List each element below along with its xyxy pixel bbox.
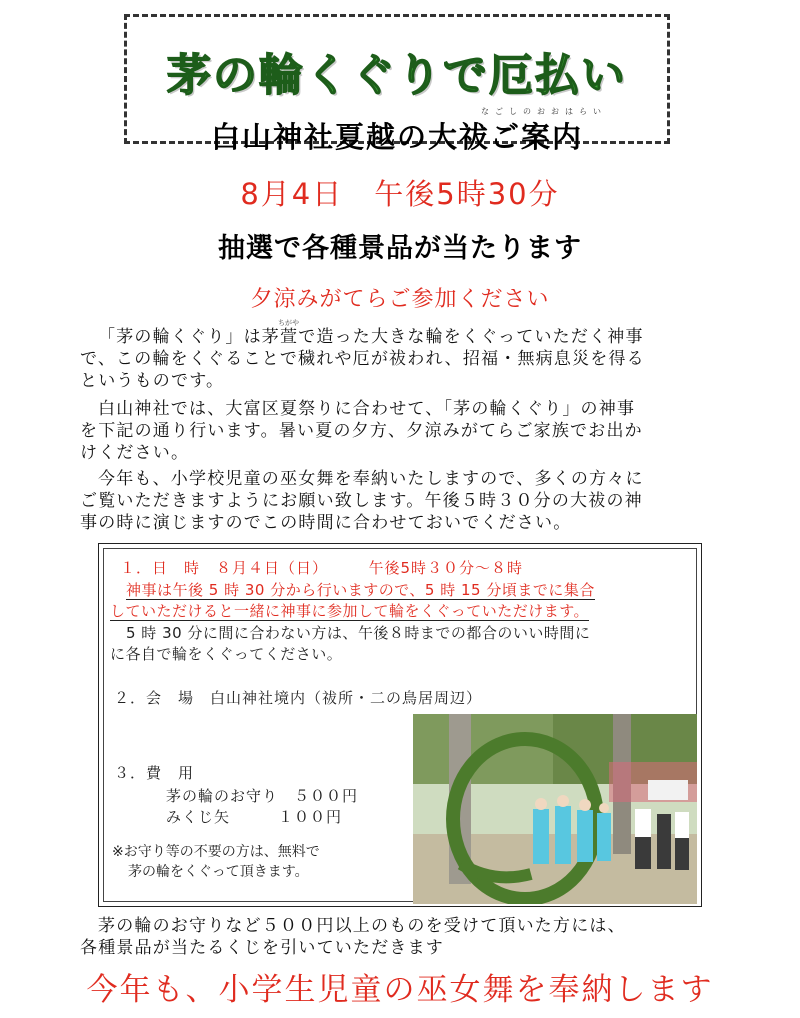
event-title: 茅の輪くぐりで厄払い: [167, 50, 627, 101]
datetime-late-line-2: に各自で輪をくぐってください。: [110, 645, 343, 663]
fee-row-omikuji: みくじ矢 １００円: [166, 808, 343, 826]
item-venue-heading: ２．会 場 白山神社境内（祓所・二の鳥居周辺）: [114, 689, 483, 707]
ruby-chigaya: ちがや: [278, 319, 299, 327]
event-details-box: [98, 543, 702, 907]
event-details-inner: [103, 548, 697, 902]
miko-dance-headline: 今年も、小学生児童の巫女舞を奉納します: [86, 972, 714, 1008]
datetime-late-line-1: 5 時 30 分に間に合わない方は、午後８時までの都合のいい時間に: [126, 624, 591, 642]
datetime-note-line-1: 神事は午後 5 時 30 分から行いますので、5 時 15 分頃までに集合: [126, 581, 595, 599]
intro-paragraph-2: 白山神社では、大富区夏祭りに合わせて、「茅の輪くぐり」の神事 を下記の通り行います。暑い夏の夕方、夕涼みがてらご家族でお出か けください。: [80, 399, 643, 463]
fee-row-omamori: 茅の輪のお守り ５００円: [166, 787, 359, 805]
event-subtitle: 白山神社夏越の大祓ご案内: [210, 120, 583, 154]
header-box: [124, 14, 670, 154]
event-datetime: 8月4日 午後5時30分: [240, 177, 560, 211]
shrine-ceremony-image: [413, 714, 697, 904]
datetime-note-line-2: していただけると一緒に神事に参加して輪をくぐっていただけます。: [110, 602, 590, 620]
free-note-line-2: 茅の輪をくぐって頂きます。: [128, 864, 309, 880]
free-note-line-1: ※お守り等の不要の方は、無料で: [112, 844, 320, 860]
subtitle-ruby: なごしのおおはらい: [481, 107, 607, 116]
chinowa-photo: [413, 714, 697, 904]
item-fee-heading: ３．費 用: [114, 764, 195, 782]
intro-paragraph-3: 今年も、小学校児童の巫女舞を奉納いたしますので、多くの方々に ご覧いただきますようにお願い致します。午後５時３０分の大祓の神 事の時に演じますのでこの時間に合わせておいでください。: [80, 469, 644, 533]
invitation-line: 夕涼みがてらご参加ください: [250, 287, 550, 312]
item-datetime-heading: １．日 時 ８月４日（日） 午後5時３０分～８時: [120, 559, 524, 577]
lottery-headline: 抽選で各種景品が当たります: [218, 233, 582, 264]
intro-paragraph-1: 「茅の輪くぐり」は茅萱で造った大きな輪をくぐっていただく神事 で、この輪をくぐることで穢れや厄が祓われ、招福・無病息災を得る というものです。: [80, 327, 645, 391]
lottery-note: 茅の輪のお守りなど５００円以上のものを受けて頂いた方には、 各種景品が当たるくじを引いていただきます: [80, 916, 626, 958]
